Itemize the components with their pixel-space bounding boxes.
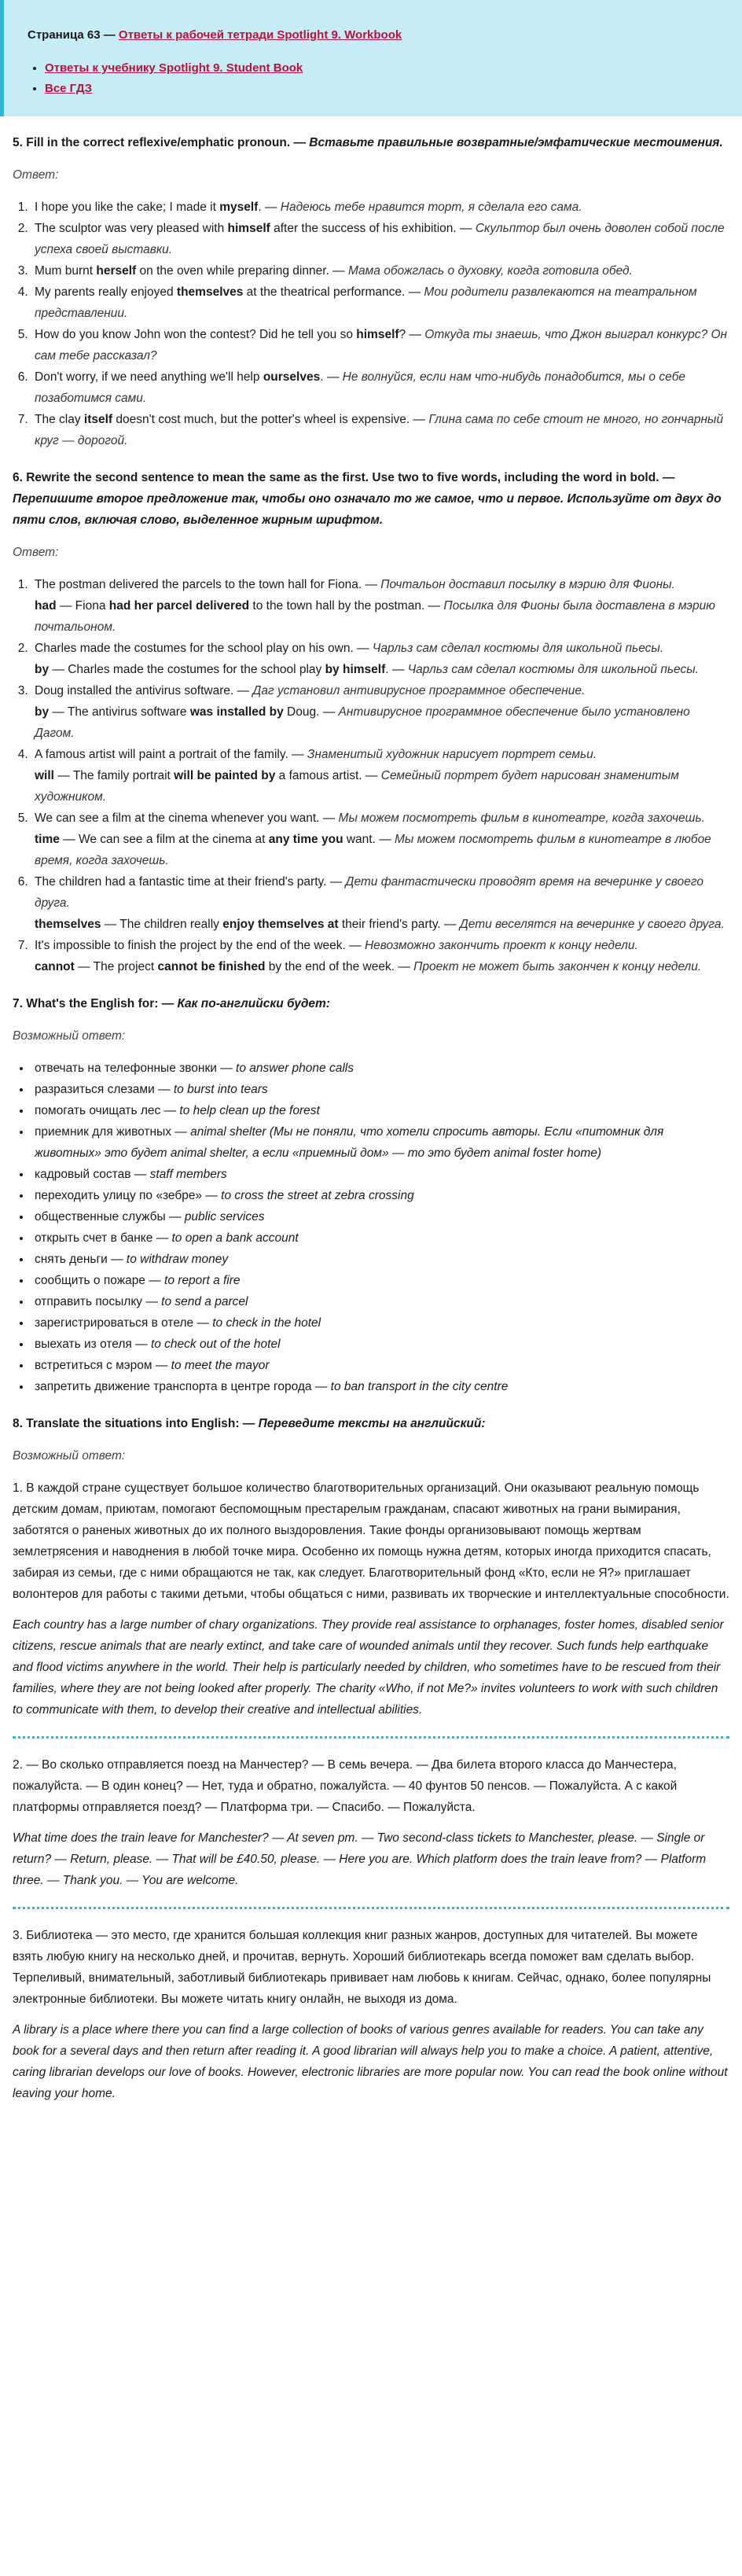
russian-phrase: общественные службы — [35, 1210, 185, 1224]
answer-word: himself [227, 222, 270, 235]
main-content [0, 132, 742, 2104]
translation: Не волнуйся, если нам что-нибудь понадобится, мы о себе позаботимся сами. [35, 370, 686, 405]
translation: Скульптор был очень доволен собой после успеха своей выставки. [35, 222, 725, 256]
sentence-text: want. — [343, 833, 395, 846]
list-item [31, 744, 729, 808]
sentence-text: at the theatrical performance. — [243, 285, 424, 299]
translation: Глина сама по себе стоит не много, но гончарный круг — дорогой. [35, 413, 724, 447]
list-item [31, 1376, 729, 1397]
sentence-text: to the town hall by the postman. — [249, 599, 444, 613]
divider [13, 1907, 729, 1909]
page-prefix: Страница 63 — [28, 28, 119, 42]
key-word: cannot [35, 960, 75, 973]
rewritten-sentence [35, 659, 729, 680]
list-item [31, 1291, 729, 1312]
key-word: by [35, 705, 50, 719]
answer-phrase: enjoy themselves at [222, 918, 339, 931]
translation: Чарльз сам сделал костюмы для школьной пьесы. [407, 663, 699, 676]
translation: Мы можем посмотреть фильм в кинотеатре в любое время, когда захочешь. [35, 833, 711, 867]
sentence-text: Don't worry, if we need anything we'll help [35, 370, 263, 384]
rewritten-sentence [35, 595, 729, 638]
english-phrase: to ban transport in the city centre [330, 1380, 509, 1393]
answer-phrase: by himself [325, 663, 386, 676]
task-8 [13, 1413, 729, 2104]
list-item [31, 1121, 729, 1164]
list-item [31, 1227, 729, 1249]
list-item [31, 574, 729, 638]
russian-phrase: разразиться слезами — [35, 1083, 174, 1096]
text-3-en: A library is a place where there you can find a large collection of books of various genres available for readers. You can take any book for a several days and then return after reading it. A good librarian will always help you to make a choice. A patient, attentive, caring librarian develops our love of books. However, electronic libraries are more popular now. You can read the book online without leaving your home. [13, 2023, 728, 2100]
divider [13, 1736, 729, 1739]
rewritten-sentence [35, 701, 729, 744]
sentence-text: The children had a fantastic time at their friend's party. — [35, 875, 346, 889]
list-item [31, 197, 729, 218]
answer-phrase: cannot be finished [157, 960, 266, 973]
list-item [31, 1249, 729, 1270]
translation: Чарльз сам сделал костюмы для школьной пьесы. [372, 642, 664, 655]
translation: Мои родители развлекаются на театральном представлении. [35, 285, 697, 320]
list-item [31, 680, 729, 744]
sentence-text: — The children really [101, 918, 223, 931]
sentence-text: — We can see a film at the cinema at [59, 833, 269, 846]
russian-phrase: зарегистрироваться в отеле — [35, 1316, 213, 1330]
translation: Дети веселятся на вечеринке у своего друга. [459, 918, 725, 931]
sentence-text: — Charles made the costumes for the school play [49, 663, 325, 676]
task-title: 7. What's the English for: — Как по-английски будет: [13, 997, 330, 1010]
english-phrase: to answer phone calls [236, 1062, 354, 1075]
english-phrase: public services [184, 1210, 265, 1224]
sentence-text: by the end of the week. — [265, 960, 414, 973]
english-phrase: to open a bank account [171, 1231, 299, 1245]
sentence-text: The sculptor was very pleased with [35, 222, 228, 235]
rewritten-sentence [35, 829, 729, 871]
sentence-text: their friend's party. — [338, 918, 460, 931]
answer-word: myself [219, 201, 259, 214]
sentence-text: — Fiona [56, 599, 109, 613]
answer-word: themselves [176, 285, 244, 299]
answer-word: himself [356, 328, 399, 341]
original-sentence [35, 744, 729, 765]
sentence-text: I hope you like the cake; I made it [35, 201, 220, 214]
list-item [31, 1058, 729, 1079]
sentence-text: My parents really enjoyed [35, 285, 177, 299]
list-item [31, 324, 729, 366]
sentence-text: The postman delivered the parcels to the town hall for Fiona. — [35, 578, 381, 591]
answer-phrase: had her parcel delivered [108, 599, 250, 613]
russian-phrase: отправить посылку — [35, 1295, 162, 1308]
translation: Посылка для Фионы была доставлена в мэрию почтальоном. [35, 599, 715, 634]
sentence-text: Doug. — [283, 705, 339, 719]
key-word: will [35, 769, 54, 782]
translation: Невозможно закончить проект к концу недели. [364, 939, 638, 952]
russian-phrase: сообщить о пожаре — [35, 1274, 165, 1287]
translation: Дети фантастически проводят время на вечеринке у своего друга. [35, 875, 704, 910]
task-7 [13, 993, 729, 1397]
russian-phrase: открыть счет в банке — [35, 1231, 172, 1245]
original-sentence [35, 871, 729, 914]
task-title: 8. Translate the situations into English: — Переведите тексты на английский: [13, 1417, 486, 1430]
english-phrase: to report a fire [164, 1274, 241, 1287]
russian-phrase: отвечать на телефонные звонки — [35, 1062, 237, 1075]
translation: Откуда ты знаешь, что Джон выиграл конкурс? Он сам тебе рассказал? [35, 328, 728, 362]
russian-phrase: кадровый состав — [35, 1168, 150, 1181]
english-phrase: staff members [149, 1168, 227, 1181]
text-1-ru: 1. В каждой стране существует большое количество благотворительных организаций. Они оказывают реальную помощь детским домам, приютам, помогают беспомощным престарелым гражданам, спасают животных на грани вымирания, заботятся о раненых животных до их полного выздоровления. Такие фонды организовывают помощь жертвам землетрясения и наводнения в любой точке мира. Особенно их помощь нужна детям, которых иногда приходится спасать, забирая из семьи, где с ними обращаются не так, как следует. Благотворительный фонд «Кто, если не Я?» приглашает волонтеров для работы с такими детьми, чтобы общаться с ними, развивать их творческие и интеллектуальные способности. [13, 1481, 729, 1601]
key-word: by [35, 663, 50, 676]
rewritten-sentence [35, 956, 729, 977]
answer-word: ourselves [263, 370, 321, 384]
list-item [31, 871, 729, 935]
list-item [31, 935, 729, 977]
list-item [31, 409, 729, 451]
task-5 [13, 132, 729, 451]
english-phrase: to check out of the hotel [150, 1338, 281, 1351]
header-box [0, 0, 742, 116]
list-item [31, 1079, 729, 1100]
answer-phrase: was installed by [189, 705, 284, 719]
list-item [31, 1164, 729, 1185]
all-gdz-link[interactable]: Все ГДЗ [45, 82, 93, 95]
sentence-text: A famous artist will paint a portrait of the family. — [35, 748, 307, 761]
russian-phrase: приемник для животных — [35, 1125, 191, 1139]
task-title: 5. Fill in the correct reflexive/emphatic pronoun. — Вставьте правильные возвратные/эмфатические местоимения. [13, 136, 723, 149]
text-2-en: What time does the train leave for Manchester? — At seven pm. — Two second-class tickets to Manchester, please. — Single or return? — Return, please. — That will be £40.50, please. — Here you are. Which platform does the train leave from? — Platform three. — Thank you. — You are welcome. [13, 1831, 707, 1887]
original-sentence [35, 638, 729, 659]
answer-label: Ответ: [13, 546, 59, 559]
sentence-text: How do you know John won the contest? Did he tell you so [35, 328, 357, 341]
russian-phrase: выехать из отеля — [35, 1338, 151, 1351]
sentence-text: — The project [74, 960, 158, 973]
english-phrase: to check in the hotel [212, 1316, 321, 1330]
list-item [31, 282, 729, 324]
task-6-list [13, 574, 729, 977]
list-item [31, 1270, 729, 1291]
answer-phrase: will be painted by [174, 769, 276, 782]
workbook-link[interactable]: Ответы к рабочей тетради Spotlight 9. Workbook [118, 28, 402, 42]
sentence-text: Mum burnt [35, 264, 97, 278]
rewritten-sentence [35, 765, 729, 808]
task-6 [13, 467, 729, 977]
original-sentence [35, 680, 729, 701]
header-link-item [45, 60, 722, 77]
list-item [31, 218, 729, 260]
text-2-ru: 2. — Во сколько отправляется поезд на Манчестер? — В семь вечера. — Два билета второго класса до Манчестера, пожалуйста. — В один конец? — Нет, туда и обратно, пожалуйста. — 40 фунтов 50 пенсов. — Пожалуйста. А с какой платформы отправляется поезд? — Платформа три. — Спасибо. — Пожалуйста. [13, 1758, 678, 1814]
text-1-en: Each country has a large number of chary organizations. They provide real assistance to orphanages, foster homes, disabled senior citizens, rescue animals that are nearly extinct, and take care of wounded animals until they recover. Such funds help earthquake and flood victims anywhere in the world. Their help is particularly needed by children, who sometimes have to be rescued from their families, where they are not being looked after properly. The charity «Who, if not Me?» invites volunteers to work with such children to communicate with them, to develop their creative and intellectual abilities. [13, 1618, 724, 1717]
list-item [31, 366, 729, 409]
task-7-list [13, 1058, 729, 1397]
english-phrase: animal shelter (Мы не поняли, что хотели спросить авторы. Если «питомник для животных» это будет animal shelter, а если «приемный дом» — то это будет animal foster home) [35, 1125, 664, 1160]
translation: Почтальон доставил посылку в мэрию для Фионы. [380, 578, 675, 591]
translation: Надеюсь тебе нравится торт, я сделала его сама. [280, 201, 582, 214]
russian-phrase: встретиться с мэром — [35, 1359, 171, 1372]
task-5-list [13, 197, 729, 451]
translation: Семейный портрет будет нарисован знаменитым художником. [35, 769, 679, 804]
sentence-text: ? — [399, 328, 425, 341]
russian-phrase: снять деньги — [35, 1253, 127, 1266]
sentence-text: We can see a film at the cinema whenever you want. — [35, 811, 339, 825]
page-heading [28, 27, 722, 44]
english-phrase: to cross the street at zebra crossing [221, 1189, 414, 1202]
russian-phrase: переходить улицу по «зебре» — [35, 1189, 222, 1202]
sentence-text: Doug installed the antivirus software. — [35, 684, 253, 697]
translation: Антивирусное программное обеспечение было установлено Дагом. [35, 705, 690, 740]
russian-phrase: помогать очищать лес — [35, 1104, 180, 1117]
list-item [31, 1100, 729, 1121]
answer-phrase: any time you [268, 833, 343, 846]
list-item [31, 260, 729, 282]
original-sentence [35, 808, 729, 829]
translation: Знаменитый художник нарисует портрет семьи. [307, 748, 597, 761]
list-item [31, 1312, 729, 1334]
sentence-text: The clay [35, 413, 84, 426]
sentence-text: . — [258, 201, 281, 214]
task-title: 6. Rewrite the second sentence to mean the same as the first. Use two to five words, including the word in bold. — Перепишите второе предложение так, чтобы оно означало то же самое, что и первое. Используйте от двух до пяти слов, включая слово, выделенное жирным шрифтом. [13, 471, 722, 527]
list-item [31, 808, 729, 871]
key-word: themselves [35, 918, 101, 931]
rewritten-sentence [35, 914, 729, 935]
answer-label: Ответ: [13, 168, 59, 182]
list-item [31, 1206, 729, 1227]
english-phrase: to meet the mayor [171, 1359, 270, 1372]
list-item [31, 1355, 729, 1376]
sentence-text: . — [385, 663, 408, 676]
sentence-text: Charles made the costumes for the school play on his own. — [35, 642, 373, 655]
key-word: had [35, 599, 57, 613]
sentence-text: a famous artist. — [275, 769, 381, 782]
text-3-ru: 3. Библиотека — это место, где хранится большая коллекция книг разных жанров, доступных для читателей. Вы можете взять любую книгу на несколько дней, и прочитав, вернуть. Хороший библиотекарь всегда поможет вам сделать выбор. Терпеливый, внимательный, заботливый библиотекарь прививает нам любовь к книгам. Сейчас, однако, более популярны электронные библиотеки. Вы можете читать книгу онлайн, не выходя из дома. [13, 1929, 711, 2006]
sentence-text: after the success of his exhibition. — [270, 222, 476, 235]
sentence-text: — The antivirus software [49, 705, 190, 719]
header-links [28, 60, 722, 98]
list-item [31, 1334, 729, 1355]
list-item [31, 1185, 729, 1206]
original-sentence [35, 935, 729, 956]
sentence-text: . — [320, 370, 343, 384]
list-item [31, 638, 729, 680]
sentence-text: It's impossible to finish the project by the end of the week. — [35, 939, 365, 952]
answer-label: Возможный ответ: [13, 1449, 126, 1463]
header-link-item [45, 80, 722, 98]
student-book-link[interactable]: Ответы к учебнику Spotlight 9. Student Book [45, 61, 303, 75]
translation: Даг установил антивирусное программное обеспечение. [252, 684, 586, 697]
translation: Проект не может быть закончен к концу недели. [413, 960, 702, 973]
answer-label: Возможный ответ: [13, 1029, 126, 1043]
sentence-text: doesn't cost much, but the potter's wheel is expensive. — [112, 413, 429, 426]
translation: Мама обожглась о духовку, когда готовила обед. [347, 264, 633, 278]
sentence-text: — The family portrait [53, 769, 174, 782]
answer-word: herself [96, 264, 137, 278]
translation: Мы можем посмотреть фильм в кинотеатре, когда захочешь. [338, 811, 705, 825]
english-phrase: to help clean up the forest [179, 1104, 320, 1117]
russian-phrase: запретить движение транспорта в центре города — [35, 1380, 331, 1393]
key-word: time [35, 833, 60, 846]
original-sentence [35, 574, 729, 595]
answer-word: itself [83, 413, 113, 426]
english-phrase: to send a parcel [161, 1295, 248, 1308]
english-phrase: to burst into tears [173, 1083, 268, 1096]
english-phrase: to withdraw money [126, 1253, 229, 1266]
sentence-text: on the oven while preparing dinner. — [136, 264, 348, 278]
